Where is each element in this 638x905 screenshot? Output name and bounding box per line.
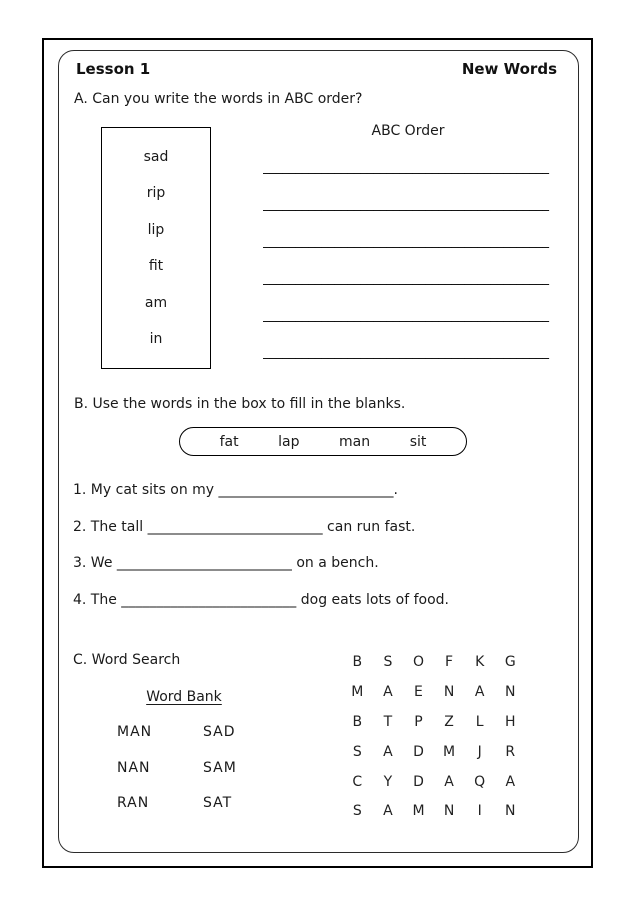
abc-blank-line: ____________________________________________ xyxy=(263,271,549,286)
word-search-letter: C xyxy=(352,773,363,790)
word-box xyxy=(101,127,211,369)
word-bank-word: RAN xyxy=(117,795,150,812)
word-search-letter: K xyxy=(475,653,485,670)
word-search-letter: N xyxy=(505,683,516,700)
word-search-letter: A xyxy=(383,683,393,700)
word-search-letter: Q xyxy=(474,773,486,790)
word-search-letter: S xyxy=(352,803,362,820)
word-search-letter: M xyxy=(351,683,364,700)
word-search-letter: A xyxy=(474,683,485,700)
abc-blank-line: ____________________________________________ xyxy=(263,160,549,175)
word-search-letter: N xyxy=(443,683,455,700)
word-search-letter: E xyxy=(414,683,423,700)
fill-in-sentence: 3. We _________________________ on a bench. xyxy=(73,555,379,572)
word-search-letter: S xyxy=(352,743,362,760)
word-search-letter: D xyxy=(413,743,424,760)
section-c-heading: C. Word Search xyxy=(73,652,181,668)
word-search-letter: F xyxy=(445,653,454,670)
word-search-letter: A xyxy=(505,773,516,790)
word-box-item: in xyxy=(149,331,163,348)
word-bank-word: NAN xyxy=(117,759,151,776)
section-b-heading: B. Use the words in the box to fill in the blanks. xyxy=(74,396,406,412)
pill-word: man xyxy=(339,433,371,450)
word-box-item: rip xyxy=(146,185,166,202)
word-search-letter: Z xyxy=(444,713,454,730)
fill-in-sentence: 1. My cat sits on my _________________________. xyxy=(73,482,398,498)
word-bank-word: MAN xyxy=(117,724,153,740)
fill-in-sentences xyxy=(73,482,563,628)
word-box-item: am xyxy=(144,294,168,311)
word-search-letter: L xyxy=(475,713,484,730)
word-search-letter: S xyxy=(383,653,393,670)
word-search-letter: M xyxy=(412,803,425,820)
word-search-letter: A xyxy=(444,773,454,790)
word-bank-word: SAT xyxy=(203,795,233,812)
pill-word: fat xyxy=(219,433,239,450)
word-search-letter: B xyxy=(352,653,363,670)
worksheet-title: New Words xyxy=(461,60,557,78)
word-bank-word: SAD xyxy=(203,724,236,740)
lesson-number: Lesson 1 xyxy=(76,60,151,78)
word-search-letter: J xyxy=(477,743,482,760)
word-bank-title: Word Bank xyxy=(146,689,222,705)
pill-word: sit xyxy=(409,433,427,450)
word-bank-list xyxy=(117,724,289,831)
section-a-heading: A. Can you write the words in ABC order? xyxy=(74,91,363,107)
fill-in-word-pill xyxy=(179,427,467,456)
word-search-letter: Y xyxy=(383,773,393,790)
word-search-letter: B xyxy=(352,713,363,730)
word-search-letter: N xyxy=(505,803,516,820)
abc-blank-line: ____________________________________________ xyxy=(263,234,549,249)
fill-in-sentence: 2. The tall _________________________ can run fast. xyxy=(73,518,416,535)
abc-blank-line: ____________________________________________ xyxy=(263,308,549,323)
abc-blank-line: ____________________________________________ xyxy=(263,197,549,212)
word-search-letter: H xyxy=(505,713,516,730)
abc-order-blank-lines xyxy=(263,138,553,360)
word-box-item: fit xyxy=(148,258,164,275)
word-search-letter: T xyxy=(383,713,393,730)
word-search-letter: P xyxy=(414,713,423,730)
word-search-letter: A xyxy=(383,803,393,820)
abc-order-label: ABC Order xyxy=(371,123,445,139)
word-search-letter: A xyxy=(383,743,393,760)
word-box-item: sad xyxy=(143,148,169,165)
word-search-letter: R xyxy=(505,743,516,760)
word-search-letter: D xyxy=(413,773,424,790)
pill-word: lap xyxy=(278,433,300,450)
word-search-letter: I xyxy=(477,803,482,820)
word-search-letter: G xyxy=(504,653,516,670)
abc-blank-line: ____________________________________________ xyxy=(263,345,549,360)
word-search-letter: O xyxy=(412,653,424,670)
word-search-grid xyxy=(342,647,526,826)
fill-in-sentence: 4. The _________________________ dog eats lots of food. xyxy=(73,591,449,608)
word-box-item: lip xyxy=(147,221,165,238)
word-bank-word: SAM xyxy=(203,759,237,776)
word-search-letter: M xyxy=(443,743,456,760)
word-search-letter: N xyxy=(443,803,455,820)
